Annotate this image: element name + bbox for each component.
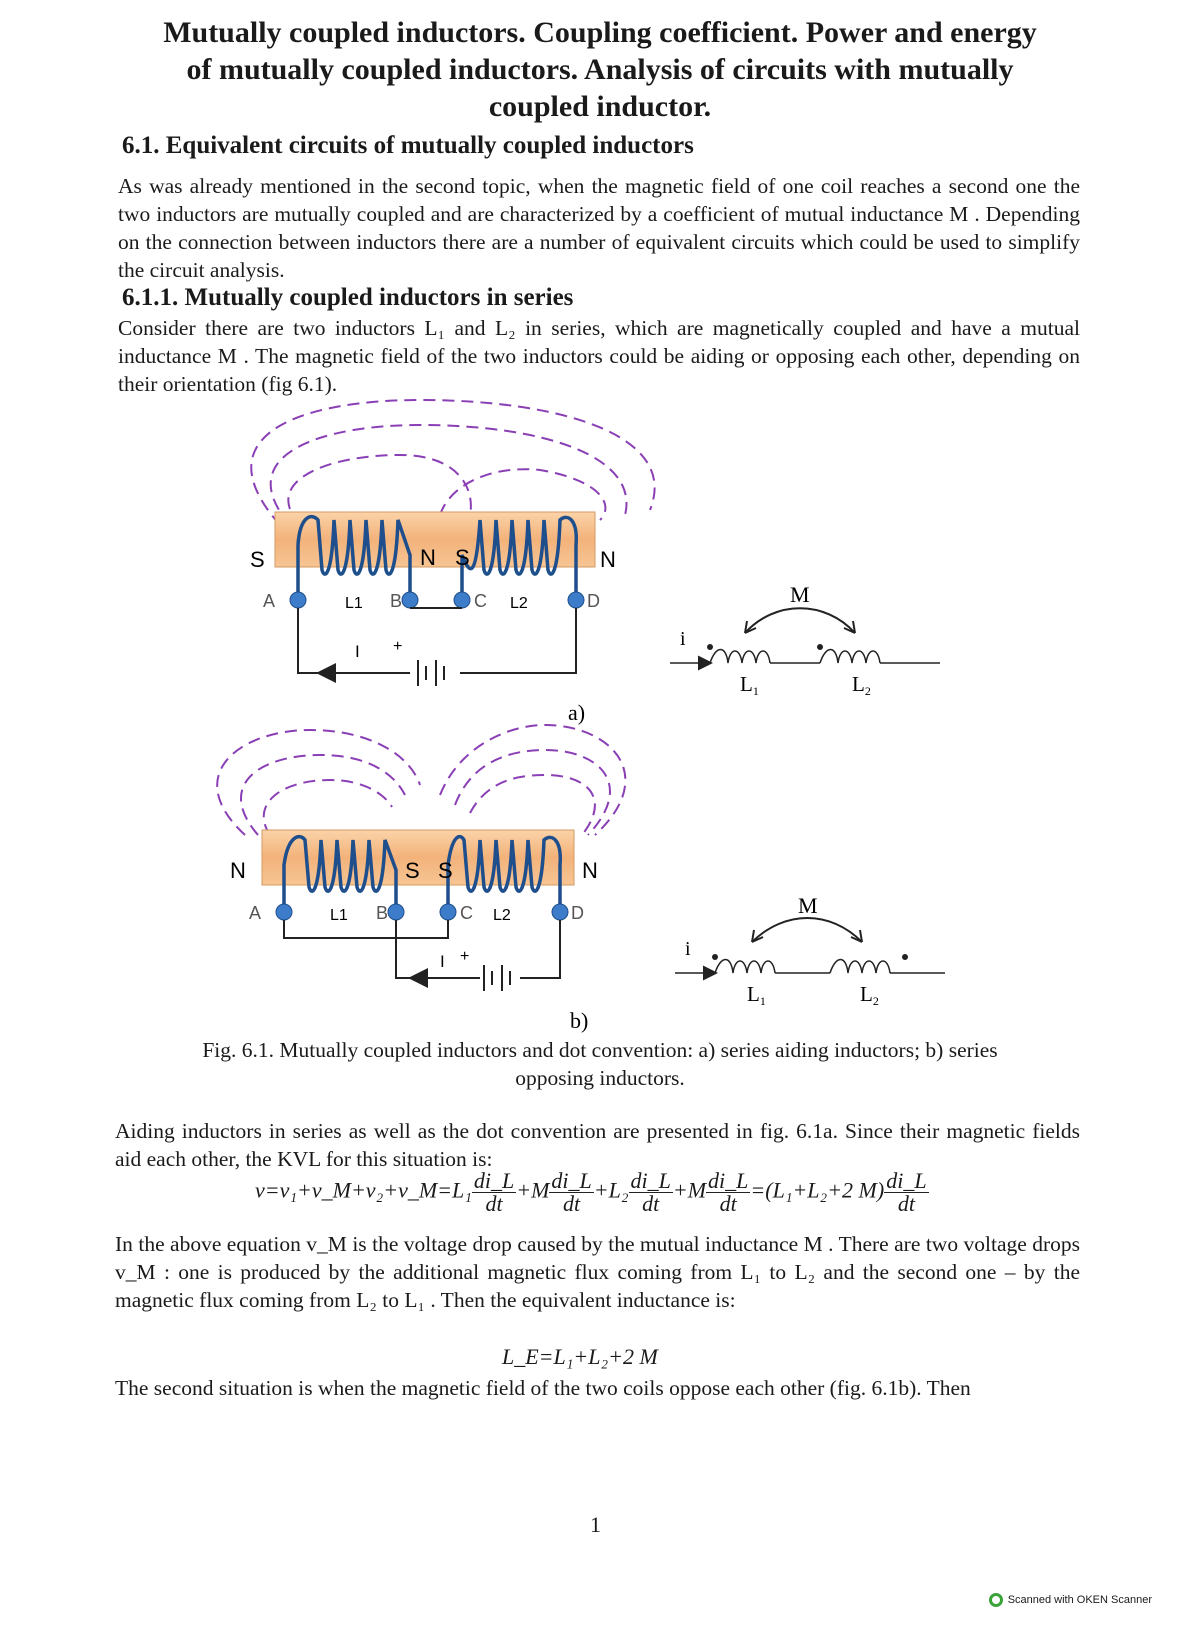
eq-frac-2: $\frac{di\_L}{dt}$ [551, 1168, 592, 1216]
scanner-text: Scanned with OKEN Scanner [1007, 1594, 1152, 1606]
schematic-b [675, 893, 945, 1008]
figure-b-circuit-wires [284, 920, 560, 978]
equation-kvl [255, 1170, 929, 1215]
figure-a-battery [418, 660, 444, 686]
figure-a-plus: + [393, 638, 403, 655]
figure-6-1 [0, 395, 1200, 1035]
caption-line-2: opposing inductors. [515, 1066, 685, 1090]
figure-a-label-l2: L2 [510, 595, 528, 612]
figure-a-nodes [290, 592, 584, 608]
figure-a-node-b: B [390, 591, 403, 611]
scanner-watermark [989, 1593, 1152, 1607]
eq-plus-m-2: +M [672, 1177, 707, 1203]
schematic-b-l1: L1 [747, 982, 766, 1008]
schematic-a-l2: L2 [852, 672, 871, 698]
title-line-2: of mutually coupled inductors. Analysis of circuits with mutually [186, 53, 1014, 86]
figure-a-pole-s-left: S [250, 547, 265, 572]
figure-b-label-l2: L2 [493, 907, 511, 924]
figure-a-pole-n-right: N [600, 547, 616, 572]
figure-caption [140, 1036, 1060, 1092]
figure-a-node-c: C [474, 591, 487, 611]
schematic-b-mutual: M [798, 893, 818, 918]
schematic-a-mutual: M [790, 582, 810, 607]
page-number: 1 [590, 1512, 601, 1537]
page-title [120, 14, 1080, 125]
eq-frac-3: $\frac{di\_L}{dt}$ [630, 1168, 671, 1216]
figure-b-label-l1: L1 [330, 907, 348, 924]
figure-b-pole-n-left: N [230, 858, 246, 883]
figure-b-pole-s-mid-right: S [438, 858, 453, 883]
paragraph-vm: In the above equation v_M is the voltage drop caused by the mutual inductance M . There are two voltage drops v_M : one is produced by the additional magnetic flux coming from L₁ to L₂ and the second one – by the magnetic flux coming from L₂ to L₁ . Then the equivalent inductance is: [115, 1232, 1080, 1312]
eq-lhs: v=v₁+v_M+v₂+v_M=L₁ [255, 1177, 472, 1203]
figure-b-node-c: C [460, 903, 473, 923]
schematic-a-current: i [680, 628, 686, 650]
figure-b-node-b: B [376, 903, 389, 923]
figure-b-plus: + [460, 948, 470, 965]
figure-a-field-lines [251, 400, 654, 525]
title-line-3: coupled inductor. [488, 90, 712, 123]
section-heading-6-1-1: 6.1.1. Mutually coupled inductors in series [122, 284, 574, 311]
schematic-a [670, 582, 940, 698]
eq-frac-4: $\frac{di\_L}{dt}$ [708, 1168, 749, 1216]
section-heading-6-1: 6.1. Equivalent circuits of mutually coupled inductors [122, 132, 694, 159]
figure-b-node-d: D [571, 903, 584, 923]
figure-b-battery [484, 965, 510, 991]
eq-frac-5: $\frac{di\_L}{dt}$ [886, 1168, 927, 1216]
figure-b-current-label: I [440, 952, 445, 971]
figure-a-node-a: A [263, 591, 276, 611]
paragraph-aiding: Aiding inductors in series as well as the dot convention are presented in fig. 6.1a. Since their magnetic fields aid each other, the KVL for this situation is: [115, 1119, 1080, 1171]
schematic-b-l2: L2 [860, 982, 879, 1008]
figure-b-field-lines [217, 725, 625, 835]
figure-b-pole-s-mid-left: S [405, 858, 420, 883]
caption-line-1: Fig. 6.1. Mutually coupled inductors and dot convention: a) series aiding inductors; b) series [202, 1038, 998, 1062]
figure-a-pole-s-mid: S [455, 545, 470, 570]
paragraph-intro: As was already mentioned in the second topic, when the magnetic field of one coil reaches a second one the two inductors are mutually coupled and are characterized by a coefficient of mutual inductance M . Depending on the connection between inductors there are a number of equivalent circuits which could be used to simplify the circuit analysis. [118, 174, 1080, 282]
figure-a-current-label: I [355, 642, 360, 661]
figure-a-label: a) [568, 700, 586, 725]
title-line-1: Mutually coupled inductors. Coupling coefficient. Power and energy [163, 16, 1037, 49]
equation-le: L_E=L₁+L₂+2 M [502, 1344, 658, 1369]
figure-a-node-d: D [587, 591, 600, 611]
oken-logo-icon [989, 1593, 1003, 1607]
schematic-a-l1: L1 [740, 672, 759, 698]
figure-a-pole-n-mid: N [420, 545, 436, 570]
figure-a-label-l1: L1 [345, 595, 363, 612]
eq-plus-l2: +L₂ [593, 1177, 629, 1203]
figure-b-pole-n-right: N [582, 858, 598, 883]
schematic-b-current: i [685, 938, 691, 960]
figure-b-label: b) [570, 1008, 589, 1033]
eq-frac-1: $\frac{di\_L}{dt}$ [473, 1168, 515, 1216]
eq-total: =(L₁+L₂+2 M) [750, 1177, 885, 1203]
figure-b-node-a: A [249, 903, 262, 923]
figure-b-nodes [276, 904, 568, 920]
paragraph-series: Consider there are two inductors L₁ and L₂ in series, which are magnetically coupled and have a mutual inductance M . The magnetic field of the two inductors could be aiding or opposing each other, depending on their orientation (fig 6.1). [118, 316, 1080, 396]
eq-plus-m-1: +M [516, 1177, 550, 1203]
paragraph-opposing: The second situation is when the magnetic field of the two coils oppose each other (fig. 6.1b). Then [115, 1376, 971, 1400]
